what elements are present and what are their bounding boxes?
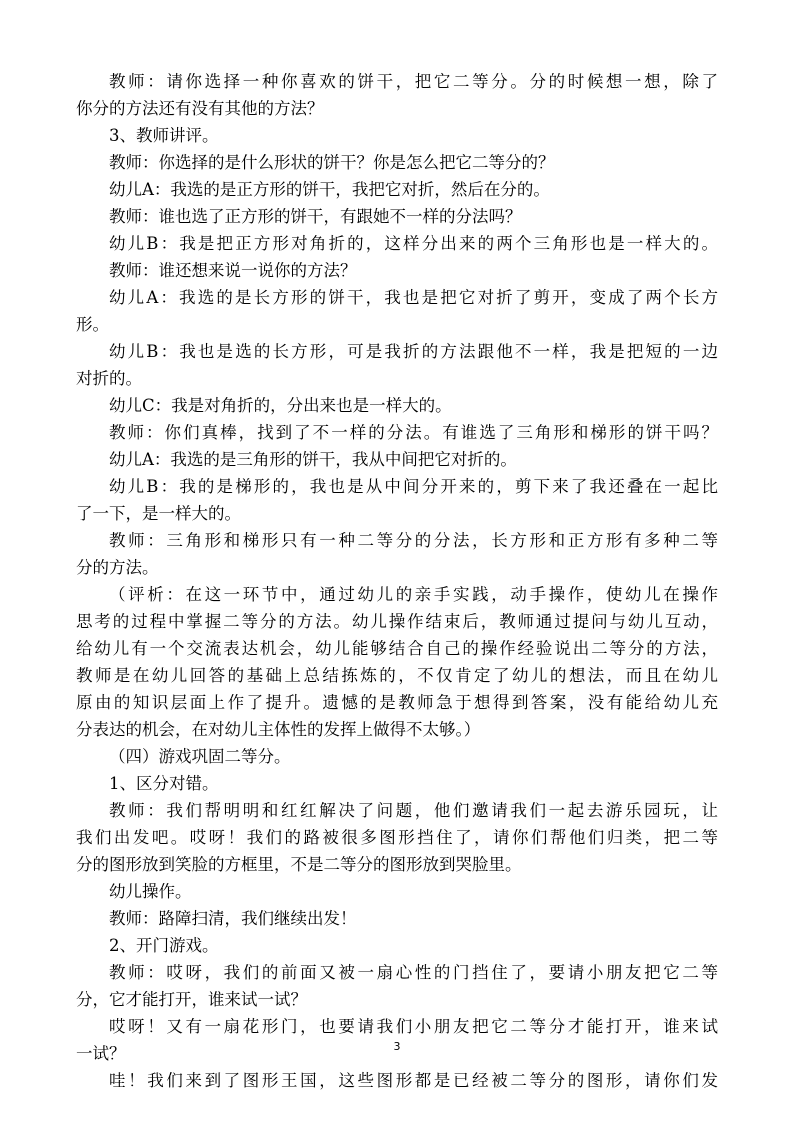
text-line: 教师：谁还想来说一说你的方法？ xyxy=(109,261,357,280)
text-line: 幼儿B：我的是梯形的，我也是从中间分开来的，剪下来了我还叠在一起比 xyxy=(109,477,718,496)
text-line: 2、开门游戏。 xyxy=(109,936,219,955)
text-line: 分，它才能打开，谁来试一试？ xyxy=(76,990,307,1009)
text-line: （四）游戏巩固二等分。 xyxy=(109,747,291,766)
text-line: 教师：请你选择一种你喜欢的饼干，把它二等分。分的时候想一想，除了 xyxy=(109,72,718,91)
text-line: 你分的方法还有没有其他的方法？ xyxy=(76,99,324,118)
text-line: 分表达的机会，在对幼儿主体性的发挥上做得不太够。） xyxy=(76,720,481,739)
text-line: 教师：你选择的是什么形状的饼干？你是怎么把它二等分的？ xyxy=(109,153,555,172)
text-line: （评析：在这一环节中，通过幼儿的亲手实践，动手操作，使幼儿在操作 xyxy=(109,585,718,604)
text-line: 教师：路障扫清，我们继续出发！ xyxy=(109,909,357,928)
text-line: 幼儿操作。 xyxy=(109,882,192,901)
text-line: 教师：我们帮明明和红红解决了问题，他们邀请我们一起去游乐园玩，让 xyxy=(109,801,718,820)
text-line: 哇！我们来到了图形王国，这些图形都是已经被二等分的图形，请你们发 xyxy=(109,1071,718,1090)
text-line: 原由的知识层面上作了提升。遗憾的是教师急于想得到答案，没有能给幼儿充 xyxy=(76,693,718,712)
text-line: 分的方法。 xyxy=(76,558,159,577)
text-line: 教师是在幼儿回答的基础上总结拣炼的，不仅肯定了幼儿的想法，而且在幼儿 xyxy=(76,666,718,685)
text-line: 给幼儿有一个交流表达机会，幼儿能够结合自己的操作经验说出二等分的方法， xyxy=(76,639,718,658)
text-line: 教师：谁也选了正方形的饼干，有跟她不一样的分法吗？ xyxy=(109,207,522,226)
text-line: 分的图形放到笑脸的方框里，不是二等分的图形放到哭脸里。 xyxy=(76,855,522,874)
text-line: 1、区分对错。 xyxy=(109,774,219,793)
text-line: 幼儿B：我也是选的长方形，可是我折的方法跟他不一样，我是把短的一边 xyxy=(109,342,718,361)
text-line: 幼儿A：我选的是三角形的饼干，我从中间把它对折的。 xyxy=(109,450,517,469)
text-line: 幼儿A：我选的是长方形的饼干，我也是把它对折了剪开，变成了两个长方 xyxy=(109,288,718,307)
text-line: 对折的。 xyxy=(76,369,142,388)
text-line: 一试？ xyxy=(76,1044,126,1063)
text-line: 幼儿C：我是对角折的，分出来也是一样大的。 xyxy=(109,396,452,415)
text-line: 了一下，是一样大的。 xyxy=(76,504,241,523)
text-line: 思考的过程中掌握二等分的方法。幼儿操作结束后，教师通过提问与幼儿互动， xyxy=(76,612,718,631)
text-line: 形。 xyxy=(76,315,109,334)
text-line: 教师：三角形和梯形只有一种二等分的分法，长方形和正方形有多种二等 xyxy=(109,531,718,550)
text-line: 幼儿A：我选的是正方形的饼干，我把它对折，然后在分的。 xyxy=(109,180,550,199)
page-number: 3 xyxy=(393,1040,401,1053)
text-line: 教师：哎呀，我们的前面又被一扇心性的门挡住了，要请小朋友把它二等 xyxy=(109,963,718,982)
text-line: 3、教师讲评。 xyxy=(109,126,219,145)
text-line: 我们出发吧。哎呀！我们的路被很多图形挡住了，请你们帮他们归类，把二等 xyxy=(76,828,718,847)
text-line: 幼儿B：我是把正方形对角折的，这样分出来的两个三角形也是一样大的。 xyxy=(109,234,718,253)
text-line: 哎呀！又有一扇花形门，也要请我们小朋友把它二等分才能打开，谁来试 xyxy=(109,1017,718,1036)
document-body xyxy=(76,68,718,1094)
text-line: 教师：你们真棒，找到了不一样的分法。有谁选了三角形和梯形的饼干吗？ xyxy=(109,423,718,442)
